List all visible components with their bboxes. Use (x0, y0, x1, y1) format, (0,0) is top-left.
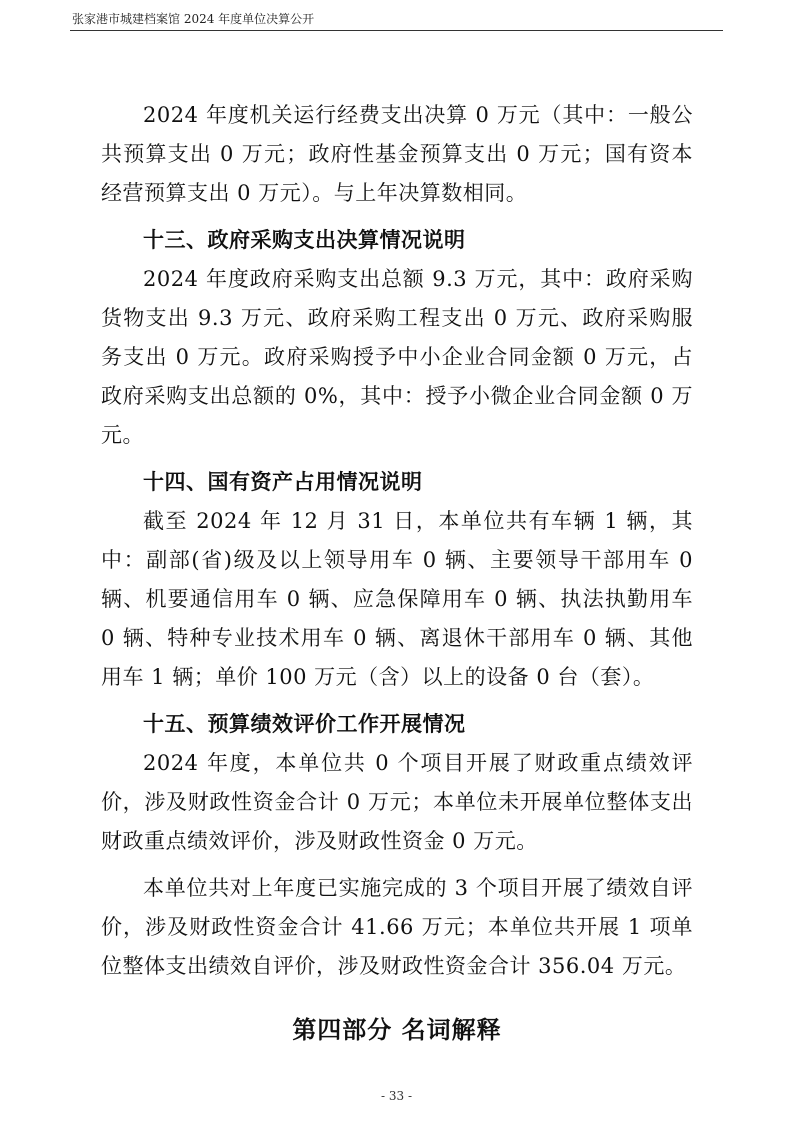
part-four-title: 第四部分 名词解释 (292, 1016, 502, 1044)
section-heading-15: 十五、预算绩效评价工作开展情况 (143, 712, 466, 736)
paragraph-self-evaluation: 本单位共对上年度已实施完成的 3 个项目开展了绩效自评价，涉及财政性资金合计 41.66 万元；本单位共开展 1 项单位整体支出绩效自评价，涉及财政性资金合计 356.04 万元。 (101, 876, 693, 978)
document-body (101, 96, 693, 1050)
paragraph-operating-expenses: 2024 年度机关运行经费支出决算 0 万元（其中：一般公共预算支出 0 万元；政府性基金预算支出 0 万元；国有资本经营预算支出 0 万元）。与上年决算数相同。 (101, 103, 693, 205)
spacer (101, 455, 693, 463)
spacer (101, 213, 693, 221)
paragraph-procurement: 2024 年度政府采购支出总额 9.3 万元，其中：政府采购货物支出 9.3 万元、政府采购工程支出 0 万元、政府采购服务支出 0 万元。政府采购授予中小企业合同金额 0 万元，占政府采购支出总额的 0%，其中：授予小微企业合同金额 0 万元。 (101, 267, 693, 447)
spacer (101, 697, 693, 705)
page-number: - 33 - (380, 1089, 412, 1103)
header-divider (70, 30, 723, 31)
paragraph-performance-evaluation: 2024 年度，本单位共 0 个项目开展了财政重点绩效评价，涉及财政性资金合计 0 万元；本单位未开展单位整体支出财政重点绩效评价，涉及财政性资金 0 万元。 (101, 751, 693, 853)
section-heading-14: 十四、国有资产占用情况说明 (143, 470, 423, 494)
running-header: 张家港市城建档案馆 2024 年度单位决算公开 (72, 12, 315, 26)
paragraph-state-assets: 截至 2024 年 12 月 31 日，本单位共有车辆 1 辆，其中：副部(省)级及以上领导用车 0 辆、主要领导干部用车 0 辆、机要通信用车 0 辆、应急保障用车 0 辆、执法执勤用车 0 辆、特种专业技术用车 0 辆、离退休干部用车 0 辆、其他用车 1 辆；单价 100 万元（含）以上的设备 0 台（套）。 (101, 509, 693, 689)
section-heading-13: 十三、政府采购支出决算情况说明 (143, 228, 466, 252)
spacer (101, 861, 693, 869)
